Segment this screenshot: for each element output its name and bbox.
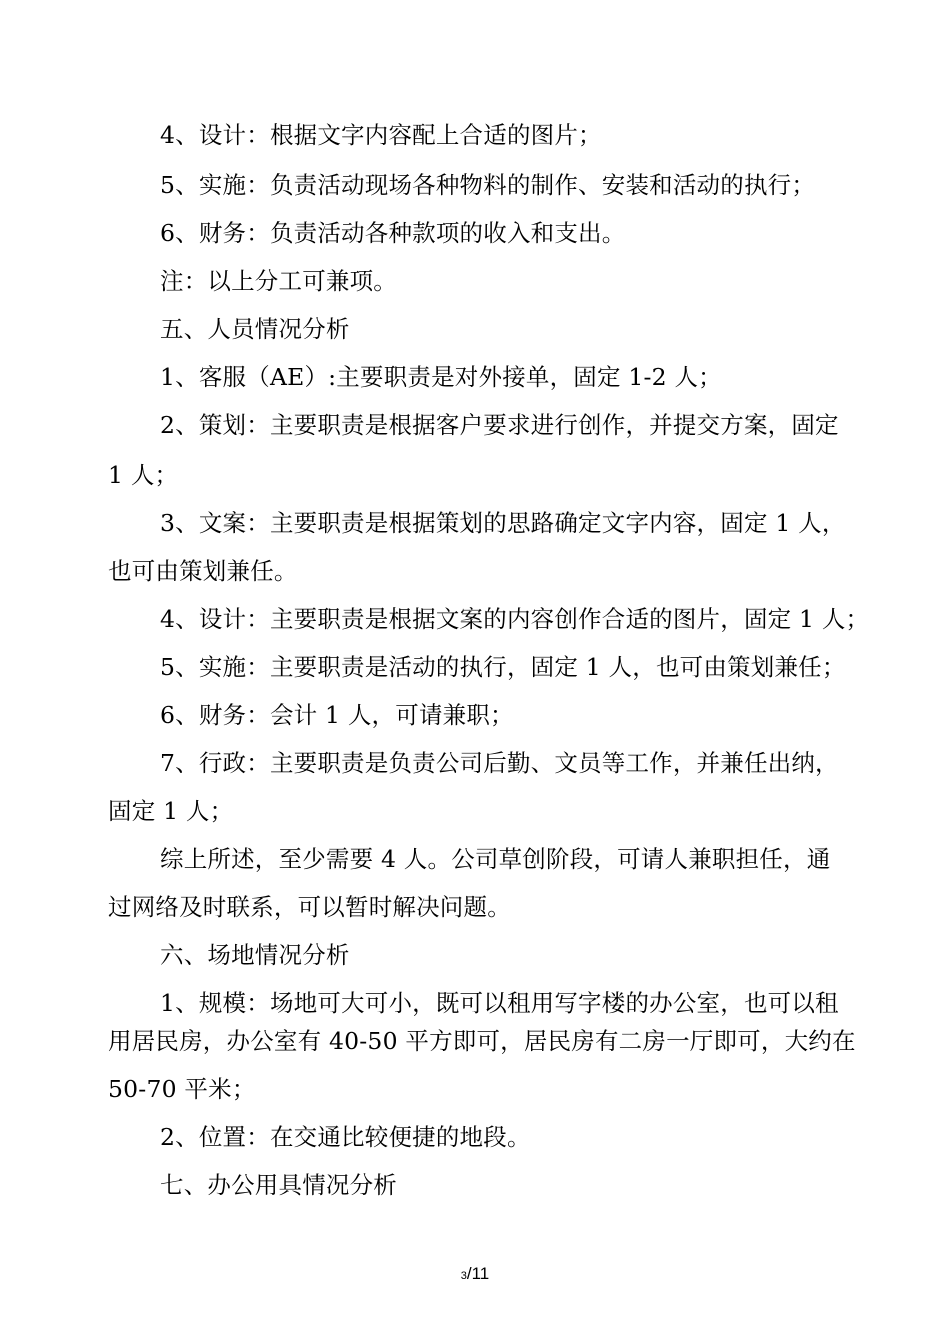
text-line: 3、文案：主要职责是根据策划的思路确定文字内容，固定 1 人， bbox=[160, 509, 846, 537]
text-line: 5、实施：负责活动现场各种物料的制作、安装和活动的执行； bbox=[160, 171, 816, 199]
text-line: 1 人； bbox=[108, 461, 179, 489]
text-line: 2、策划：主要职责是根据客户要求进行创作，并提交方案，固定 bbox=[160, 411, 839, 439]
total-pages: /11 bbox=[466, 1264, 490, 1283]
text-line: 6、财务：负责活动各种款项的收入和支出。 bbox=[160, 219, 626, 247]
text-line: 1、客服（AE）:主要职责是对外接单，固定 1-2 人； bbox=[160, 363, 722, 391]
text-line: 过网络及时联系，可以暂时解决问题。 bbox=[108, 893, 511, 921]
section-heading: 七、办公用具情况分析 bbox=[160, 1171, 397, 1199]
section-heading: 五、人员情况分析 bbox=[160, 315, 350, 343]
text-line: 也可由策划兼任。 bbox=[108, 557, 298, 585]
current-page-number: 3 bbox=[460, 1270, 467, 1282]
text-line: 4、设计：根据文字内容配上合适的图片； bbox=[160, 121, 602, 149]
text-line: 7、行政：主要职责是负责公司后勤、文员等工作，并兼任出纳， bbox=[160, 749, 839, 777]
text-line: 固定 1 人； bbox=[108, 797, 234, 825]
text-line: 5、实施：主要职责是活动的执行，固定 1 人，也可由策划兼任； bbox=[160, 653, 846, 681]
page-number bbox=[0, 1264, 950, 1286]
text-line: 综上所述，至少需要 4 人。公司草创阶段，可请人兼职担任，通 bbox=[160, 845, 831, 873]
text-line: 用居民房，办公室有 40-50 平方即可，居民房有二房一厅即可，大约在 bbox=[108, 1027, 856, 1055]
text-line: 4、设计：主要职责是根据文案的内容创作合适的图片，固定 1 人； bbox=[160, 605, 870, 633]
text-line: 注：以上分工可兼项。 bbox=[160, 267, 397, 295]
text-line: 6、财务：会计 1 人，可请兼职； bbox=[160, 701, 514, 729]
text-line: 2、位置：在交通比较便捷的地段。 bbox=[160, 1123, 531, 1151]
text-line: 50-70 平米； bbox=[108, 1075, 256, 1103]
section-heading: 六、场地情况分析 bbox=[160, 941, 350, 969]
text-line: 1、规模：场地可大可小，既可以租用写字楼的办公室，也可以租 bbox=[160, 989, 839, 1017]
